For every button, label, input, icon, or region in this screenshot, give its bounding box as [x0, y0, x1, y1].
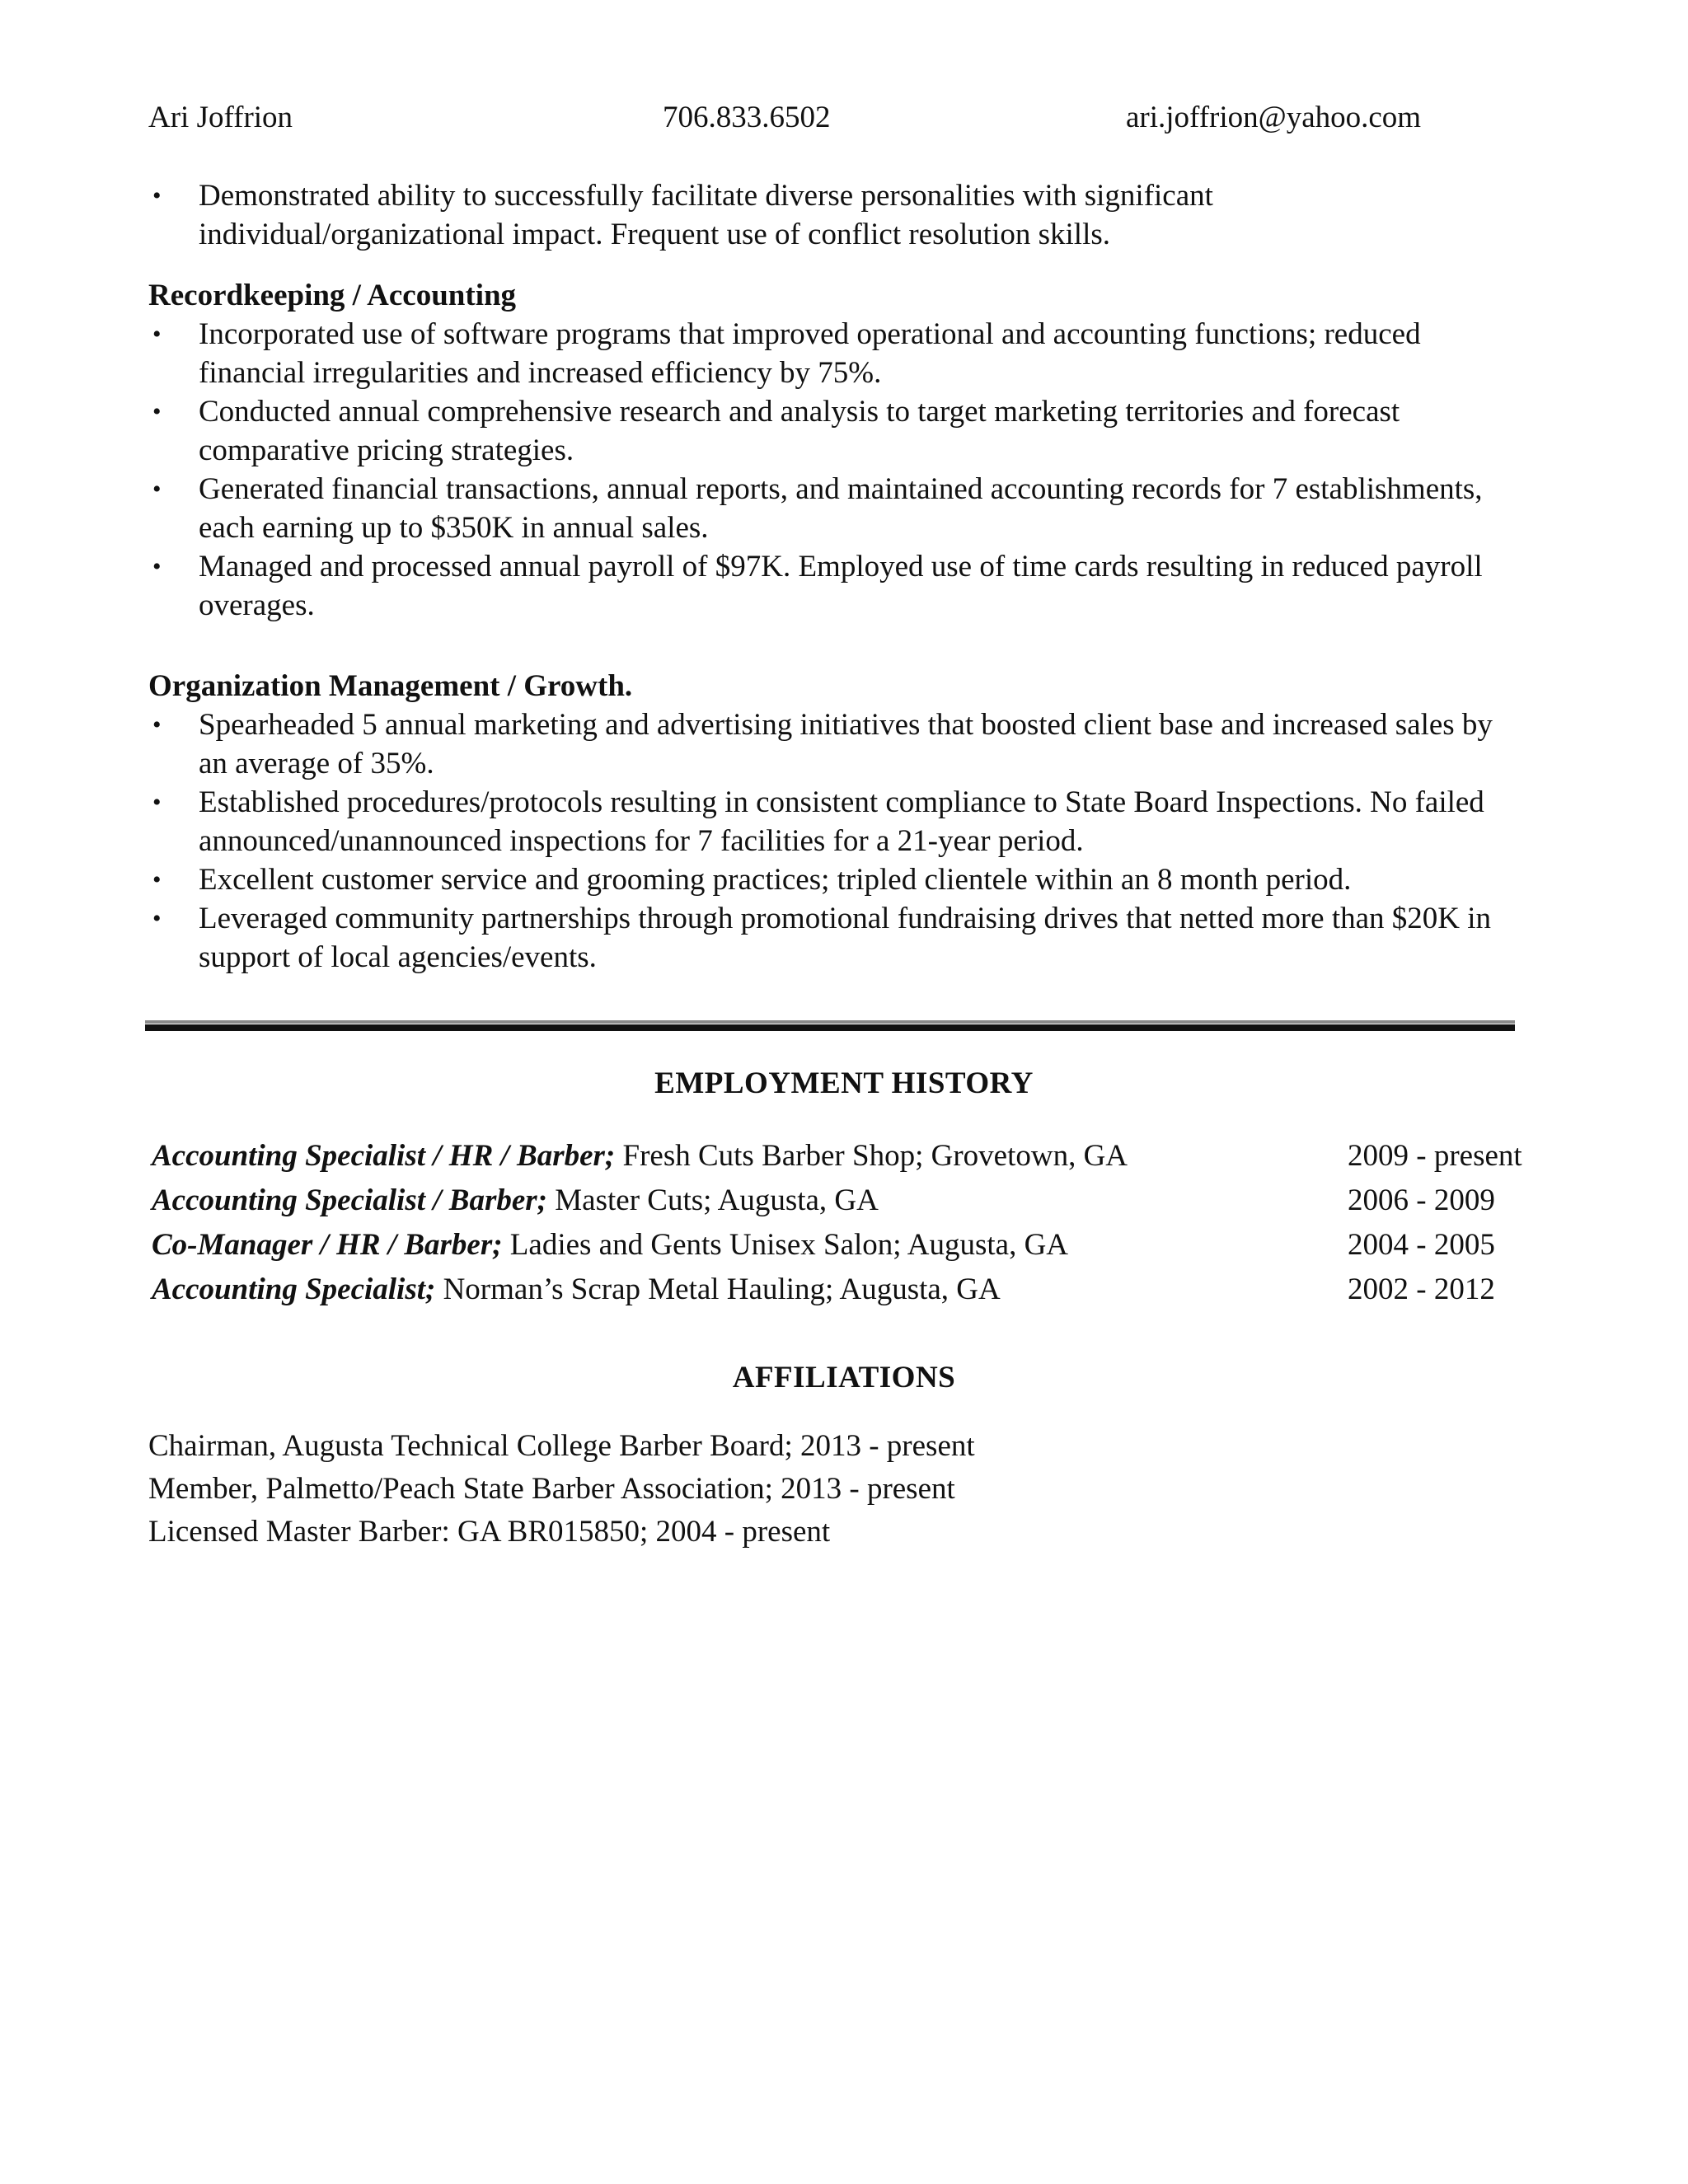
job-dates: 2006 - 2009	[1348, 1183, 1495, 1217]
section-organization-management	[148, 667, 1500, 977]
list-item	[148, 899, 1500, 977]
header-email: ari.joffrion@yahoo.com	[1126, 101, 1422, 134]
list-item	[148, 705, 1500, 783]
section-heading: Organization Management / Growth.	[148, 669, 633, 703]
job-detail: Fresh Cuts Barber Shop; Grovetown, GA	[615, 1139, 1128, 1173]
employment-row	[152, 1181, 1553, 1226]
affiliation-item: Member, Palmetto/Peach State Barber Association; 2013 - present	[148, 1472, 955, 1506]
employment-row	[152, 1137, 1553, 1181]
affiliation-item: Chairman, Augusta Technical College Barber Board; 2013 - present	[148, 1429, 975, 1463]
section-recordkeeping	[148, 276, 1500, 625]
affiliations-list	[148, 1427, 1500, 1555]
list-item	[148, 470, 1500, 547]
employment-row	[152, 1270, 1553, 1315]
bullet-icon: •	[152, 553, 162, 580]
affiliations-heading: AFFILIATIONS	[732, 1361, 956, 1394]
list-item	[148, 176, 1500, 254]
employment-row	[152, 1226, 1553, 1270]
list-item	[148, 392, 1500, 470]
bullet-text: Established procedures/protocols resulting in consistent compliance to State Board Inspections. No failed announced/unannounced inspections for 7 facilities for a 21-year period.	[199, 785, 1484, 858]
job-role: Co-Manager / HR / Barber;	[152, 1228, 503, 1262]
divider-thin-line	[145, 1020, 1515, 1024]
job-dates: 2004 - 2005	[1348, 1228, 1495, 1262]
header-phone: 706.833.6502	[663, 101, 831, 134]
bullet-text: Excellent customer service and grooming practices; tripled clientele within an 8 month period.	[199, 863, 1352, 897]
bullet-icon: •	[152, 789, 162, 816]
bullet-icon: •	[152, 866, 162, 893]
bullet-text: Demonstrated ability to successfully facilitate diverse personalities with significant individual/organizational impact. Frequent use of conflict resolution skills.	[199, 179, 1213, 251]
employment-list	[152, 1137, 1553, 1315]
employment-heading: EMPLOYMENT HISTORY	[654, 1066, 1034, 1100]
list-item	[148, 860, 1500, 899]
bullet-icon: •	[152, 182, 162, 209]
bullet-icon: •	[152, 321, 162, 348]
job-detail: Master Cuts; Augusta, GA	[547, 1183, 879, 1217]
section-divider	[145, 1020, 1515, 1032]
affiliation-item: Licensed Master Barber: GA BR015850; 2004 - present	[148, 1515, 831, 1549]
job-role: Accounting Specialist / Barber;	[152, 1183, 548, 1217]
job-dates: 2002 - 2012	[1348, 1272, 1495, 1306]
bullet-text: Conducted annual comprehensive research and analysis to target marketing territories and forecast comparative pricing strategies.	[199, 395, 1400, 467]
bullet-icon: •	[152, 476, 162, 503]
section-heading: Recordkeeping / Accounting	[148, 279, 517, 312]
job-detail: Ladies and Gents Unisex Salon; Augusta, GA	[502, 1228, 1069, 1262]
bullet-text: Leveraged community partnerships through promotional fundraising drives that netted more than $20K in support of local agencies/events.	[199, 902, 1492, 974]
job-role: Accounting Specialist;	[152, 1272, 436, 1306]
bullet-text: Generated financial transactions, annual reports, and maintained accounting records for 7 establishments, each earning up to $350K in annual sales.	[199, 472, 1483, 545]
intro-bullets	[148, 176, 1500, 254]
job-role: Accounting Specialist / HR / Barber;	[152, 1139, 616, 1173]
bullet-icon: •	[152, 905, 162, 932]
list-item	[148, 783, 1500, 860]
list-item	[148, 315, 1500, 392]
bullet-text: Incorporated use of software programs that improved operational and accounting functions; reduced financial irregularities and increased efficiency by 75%.	[199, 317, 1421, 390]
bullet-icon: •	[152, 398, 162, 425]
bullet-text: Spearheaded 5 annual marketing and advertising initiatives that boosted client base and increased sales by an average of 35%.	[199, 708, 1493, 780]
bullet-icon: •	[152, 711, 162, 738]
bullet-text: Managed and processed annual payroll of $97K. Employed use of time cards resulting in reduced payroll overages.	[199, 550, 1483, 622]
divider-thick-line	[145, 1024, 1515, 1031]
job-dates: 2009 - present	[1348, 1139, 1522, 1173]
job-detail: Norman’s Scrap Metal Hauling; Augusta, GA	[435, 1272, 1001, 1306]
header-name: Ari Joffrion	[148, 101, 293, 134]
list-item	[148, 547, 1500, 625]
